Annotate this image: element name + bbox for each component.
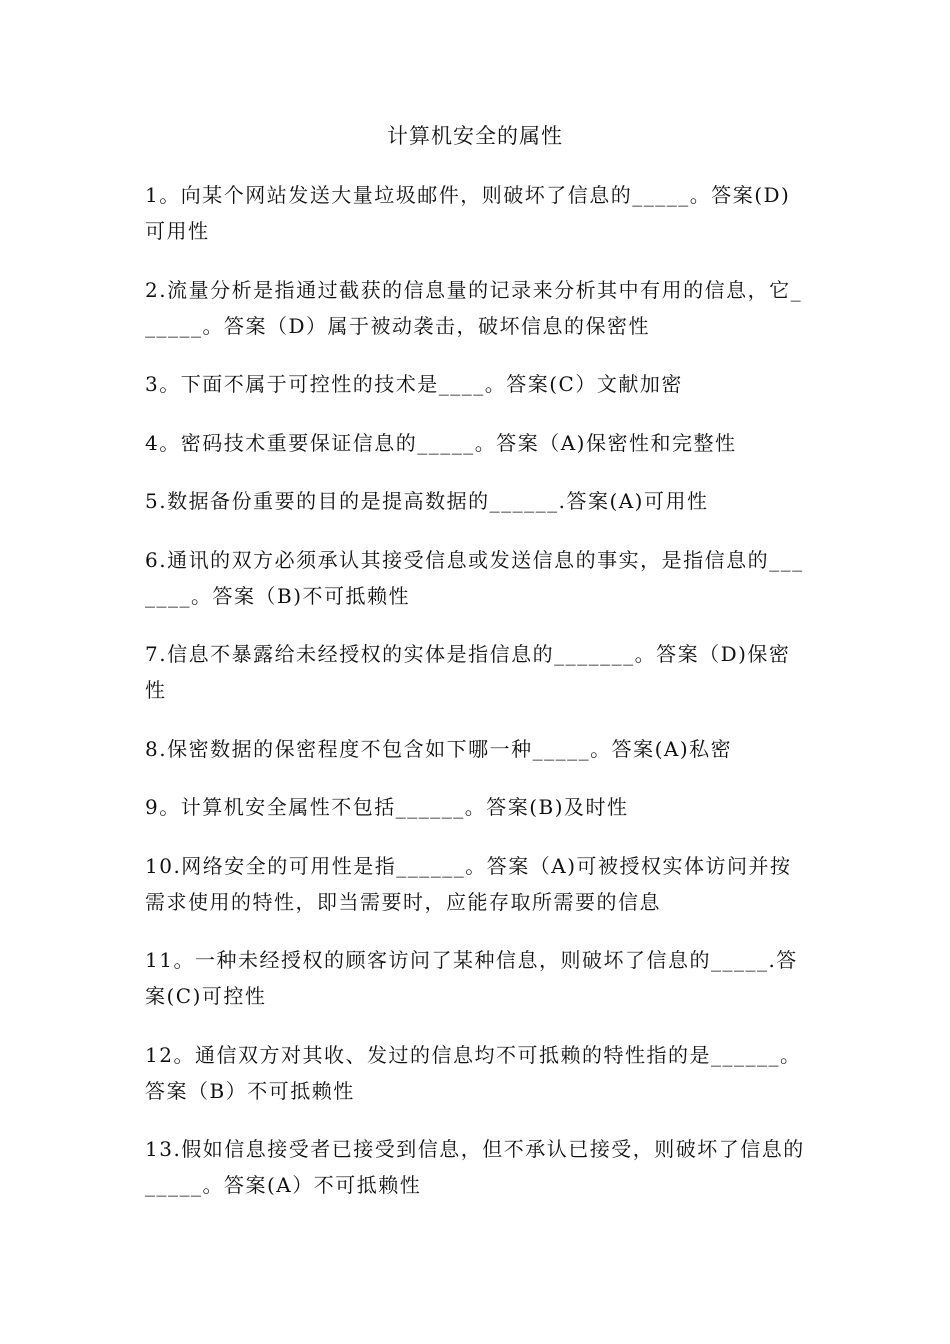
- question-item-6: 6.通讯的双方必须承认其接受信息或发送信息的事实，是指信息的_______。答案（B)不可抵赖性: [145, 547, 804, 608]
- question-item-4: 4。密码技术重要保证信息的_____。答案（A)保密性和完整性: [145, 430, 737, 455]
- question-list: [145, 177, 810, 1226]
- question-item-5: 5.数据备份重要的目的是提高数据的______.答案(A)可用性: [145, 489, 709, 513]
- question-item-8: 8.保密数据的保密程度不包含如下哪一种_____。答案(A)私密: [145, 736, 733, 761]
- question-item-10: 10.网络安全的可用性是指______。答案（A)可被授权实体访问并按需求使用的特性，即当需要时，应能存取所需要的信息: [145, 853, 792, 914]
- question-item-1: 1。向某个网站发送大量垃圾邮件，则破坏了信息的_____。答案(D)可用性: [145, 183, 791, 243]
- question-item-12: 12。通信双方对其收、发过的信息均不可抵赖的特性指的是______。答案（B）不可抵赖性: [145, 1042, 802, 1103]
- question-item-11: 11。一种未经授权的顾客访问了某种信息，则破坏了信息的_____.答案(C)可控性: [145, 948, 798, 1008]
- document-title: 计算机安全的属性: [387, 124, 563, 148]
- question-item-2: 2.流量分析是指通过截获的信息量的记录来分析其中有用的信息，它______。答案（D）属于被动袭击，破坏信息的保密性: [145, 277, 803, 338]
- question-item-9: 9。计算机安全属性不包括______。答案(B)及时性: [145, 795, 629, 819]
- question-item-3: 3。下面不属于可控性的技术是____。答案(C）文献加密: [145, 372, 683, 396]
- question-item-7: 7.信息不暴露给未经授权的实体是指信息的_______。答案（D)保密性: [145, 642, 791, 702]
- question-item-13: 13.假如信息接受者已接受到信息，但不承认已接受，则破坏了信息的_____。答案(A）不可抵赖性: [145, 1137, 805, 1197]
